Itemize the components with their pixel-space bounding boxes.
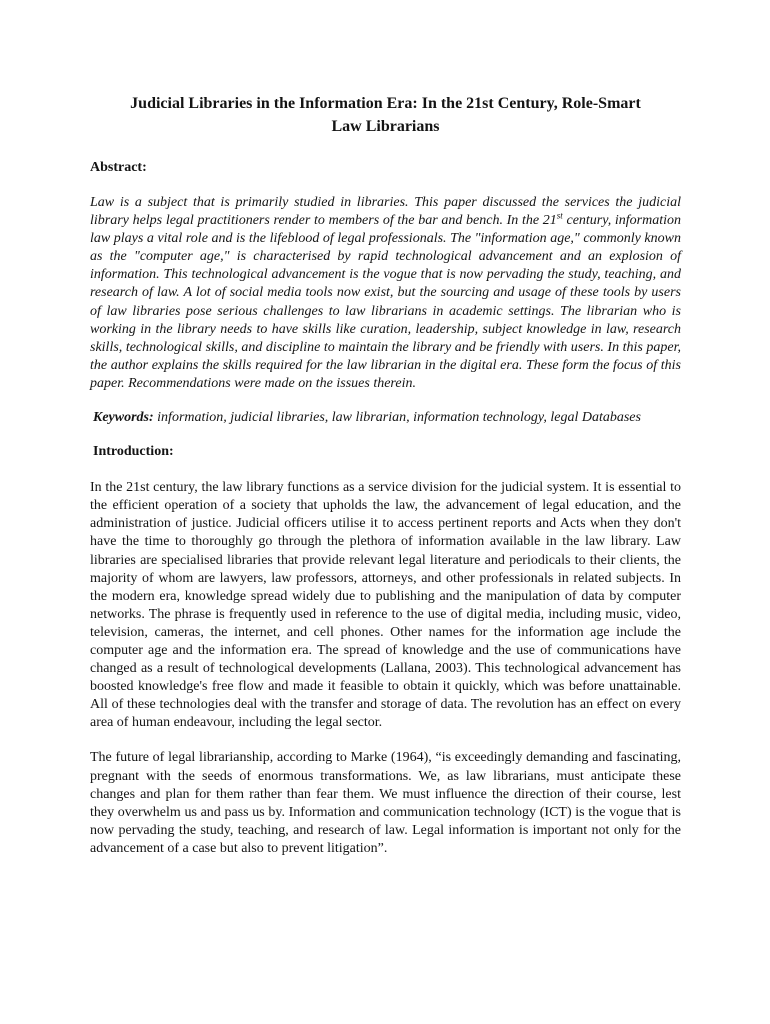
paper-page [90, 92, 681, 858]
abstract-paragraph [90, 194, 681, 393]
abstract-text-part-1: Law is a subject that is primarily studied in libraries. This paper discussed the services the judicial library helps legal practitioners render to members of the bar and bench. In the 21 [90, 195, 681, 229]
keywords-label: Keywords: [93, 410, 154, 426]
introduction-heading: Introduction: [93, 444, 174, 460]
paper-title [90, 92, 681, 138]
abstract-heading: Abstract: [90, 160, 147, 175]
future-paragraph: The future of legal librarianship, according to Marke (1964), “is exceedingly demanding and fascinating, pregnant with the seeds of enormous transformations. We, as law librarians, must anticipate these changes and plan for them rather than fear them. We must influence the direction of their course, lest they overwhelm us and pass us by. Information and communication technology (ICT) is the vogue that is now pervading the study, teaching, and research of law. Legal information is important not only for the advancement of a case but also to prevent litigation”. [90, 750, 681, 856]
introduction-paragraph: In the 21st century, the law library functions as a service division for the judicial system. It is essential to the efficient operation of a society that upholds the law, the advancement of legal education, and the administration of justice. Judicial officers utilise it to access pertinent reports and Acts when they don't have the time to thoroughly go through the plethora of information available in the law library. Law libraries are specialised libraries that provide relevant legal literature and periodicals to their clients, the majority of whom are lawyers, law professors, attorneys, and other professionals in related subjects. In the modern era, knowledge spread widely due to publishing and the manipulation of data by computer networks. The phrase is frequently used in reference to the use of digital media, including music, video, television, cameras, the internet, and cell phones. Other names for the information age include the computer age and the information era. The spread of knowledge and the use of communications have changed as a result of technological developments (Lallana, 2003). This technological advancement has boosted knowledge's free flow and made it feasible to obtain it quickly, which was before unattainable. All of these technologies deal with the transfer and storage of data. The revolution has an effect on every area of human endeavour, including the legal sector. [90, 480, 681, 731]
keywords-text: information, judicial libraries, law librarian, information technology, legal Databases [153, 410, 641, 426]
abstract-superscript: st [556, 210, 563, 221]
title-line-1: Judicial Libraries in the Information Era: In the 21st Century, Role-Smart [130, 95, 641, 112]
abstract-text-part-2: century, information law plays a vital role and is the lifeblood of legal professionals. The "information age," commonly known as the "computer age," is characterised by rapid technological advancement and an explosion of information. This technological advancement is the vogue that is now pervading the study, teaching, and research of law. A lot of social media tools now exist, but the sourcing and usage of these tools by users of law libraries pose serious challenges to law librarians in academic settings. The librarian who is working in the library needs to have skills like curation, leadership, subject knowledge in law, research skills, technological skills, and discipline to maintain the library and be friendly with users. In this paper, the author explains the skills required for the law librarian in the digital era. These form the focus of this paper. Recommendations were made on the issues therein. [90, 213, 681, 391]
title-line-2: Law Librarians [331, 118, 440, 135]
keywords-paragraph [90, 409, 681, 427]
